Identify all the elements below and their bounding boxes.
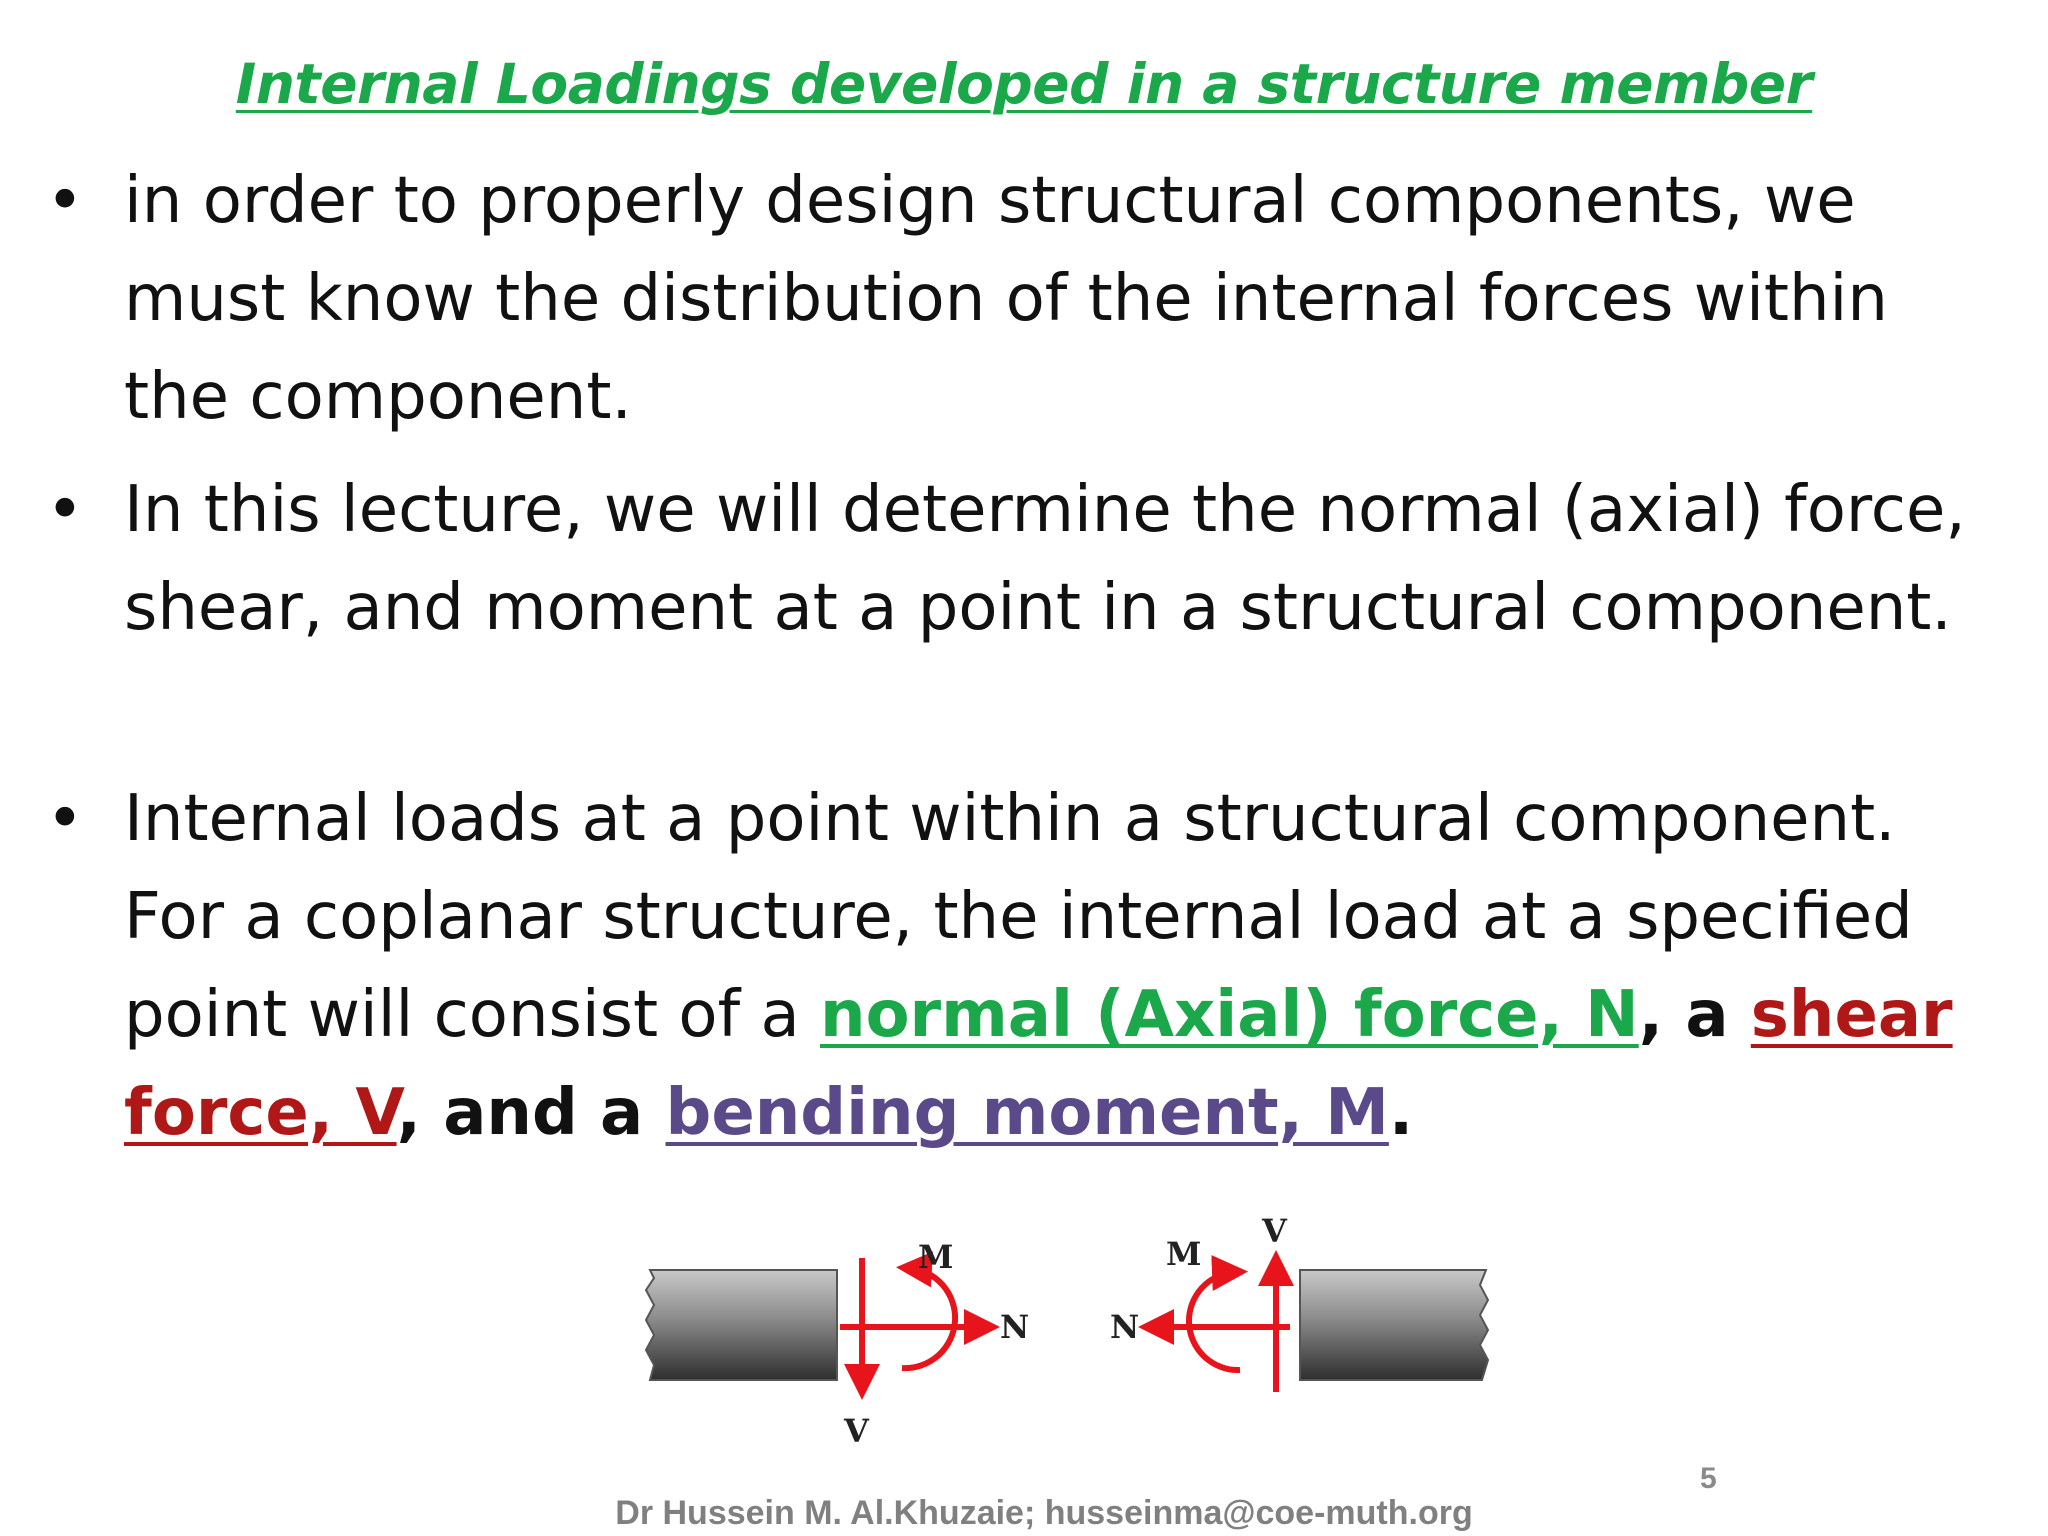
left-moment-label: M bbox=[918, 1238, 954, 1276]
bullet-3-lead: Internal loads at a point within a structural component. For a coplanar structure, the internal load at a specified point will consist of a bbox=[124, 782, 1913, 1052]
sentence-end: . bbox=[1388, 1076, 1414, 1150]
left-beam-segment bbox=[646, 1270, 837, 1380]
right-moment-arrow bbox=[1189, 1272, 1240, 1370]
right-shear-label: V bbox=[1262, 1212, 1287, 1250]
right-beam-segment bbox=[1300, 1270, 1488, 1380]
bending-moment-term: bending moment, M bbox=[665, 1076, 1389, 1150]
shear-force-term: shear force, V bbox=[124, 978, 1953, 1150]
left-shear-label: V bbox=[844, 1412, 869, 1450]
bullet-dot: • bbox=[46, 782, 84, 856]
left-normal-label: N bbox=[1000, 1308, 1030, 1346]
right-moment-label: M bbox=[1166, 1235, 1202, 1273]
bullet-1 bbox=[46, 152, 1984, 446]
bullet-3 bbox=[46, 770, 1984, 1162]
page-number: 5 bbox=[1700, 1462, 1717, 1495]
normal-force-term: normal (Axial) force, N bbox=[820, 978, 1639, 1052]
separator-1: , a bbox=[1638, 978, 1751, 1052]
internal-loads-diagram bbox=[640, 1210, 1500, 1460]
bullet-1-text: in order to properly design structural components, we must know the distribution of the internal forces within the component. bbox=[124, 164, 1888, 434]
bullet-2 bbox=[46, 461, 1984, 657]
right-normal-label: N bbox=[1110, 1308, 1140, 1346]
bullet-dot: • bbox=[46, 473, 84, 547]
separator-2: , and a bbox=[396, 1076, 666, 1150]
bullet-2-text: In this lecture, we will determine the normal (axial) force, shear, and moment at a point in a structural component. bbox=[124, 473, 1966, 645]
bullet-dot: • bbox=[46, 164, 84, 238]
footer-author: Dr Hussein M. Al.Khuzaie; husseinma@coe-muth.org bbox=[615, 1494, 1473, 1532]
left-moment-arrow bbox=[902, 1268, 955, 1368]
slide-title: Internal Loadings developed in a structure member bbox=[235, 52, 1813, 116]
